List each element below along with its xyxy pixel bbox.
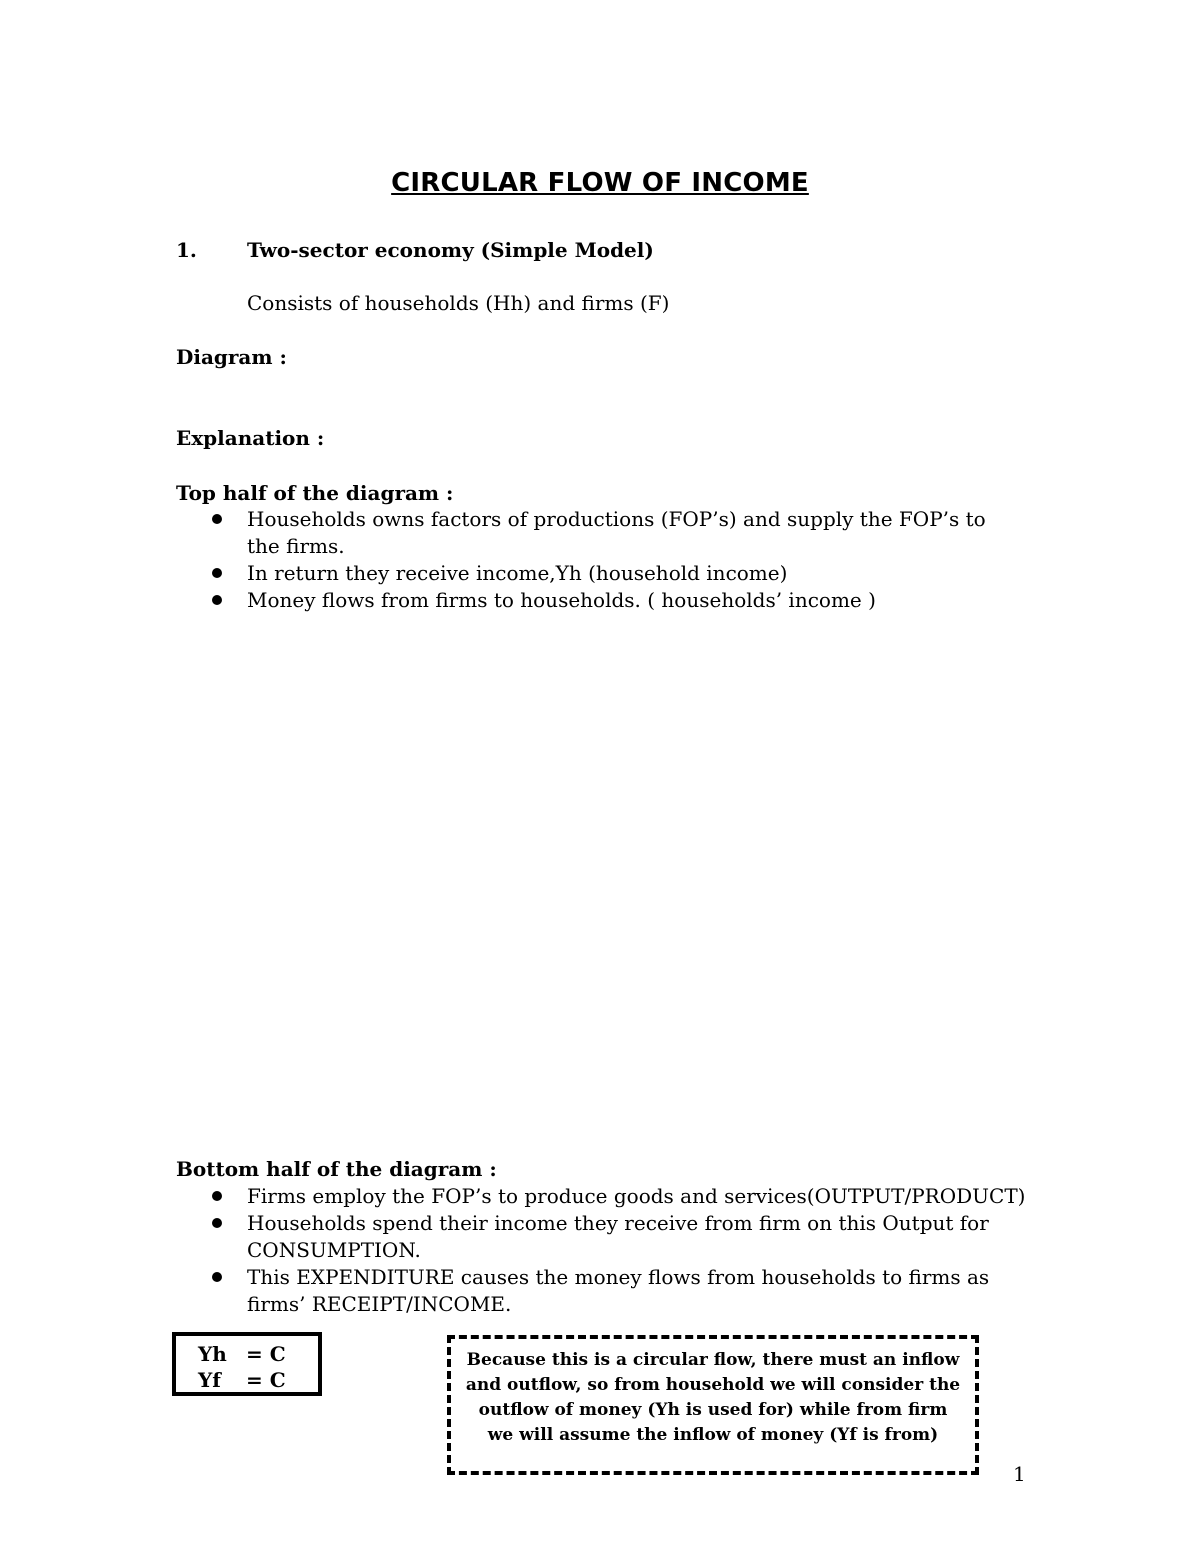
section-number: 1. <box>176 238 197 262</box>
note-box: Because this is a circular flow, there must an inflow and outflow, so from household we will consider the outflow of money (Yh is used for) while from firm we will assume the inflow of money (Yf is from) <box>447 1335 979 1475</box>
top-half-heading: Top half of the diagram : <box>176 481 454 505</box>
section-description: Consists of households (Hh) and firms (F) <box>247 291 670 315</box>
list-item: This EXPENDITURE causes the money flows from households to firms as firms’ RECEIPT/INCOME. <box>176 1264 1036 1318</box>
list-item: Firms employ the FOP’s to produce goods and services(OUTPUT/PRODUCT) <box>176 1183 1036 1210</box>
bullet-icon <box>212 1218 222 1228</box>
bullet-icon <box>212 595 222 605</box>
list-item: In return they receive income,Yh (household income) <box>176 560 1016 587</box>
bottom-half-heading: Bottom half of the diagram : <box>176 1157 497 1181</box>
bullet-icon <box>212 514 222 524</box>
bullet-icon <box>212 568 222 578</box>
list-item: Money flows from firms to households. ( households’ income ) <box>176 587 1016 614</box>
equation-row <box>198 1341 318 1367</box>
equation-rhs: = C <box>246 1368 286 1392</box>
bullet-icon <box>212 1191 222 1201</box>
list-item: Households spend their income they receive from firm on this Output for CONSUMPTION. <box>176 1210 1036 1264</box>
page-title: CIRCULAR FLOW OF INCOME <box>391 168 809 198</box>
equation-lhs: Yh <box>198 1342 227 1366</box>
page-number: 1 <box>1013 1462 1026 1486</box>
top-half-list <box>176 506 1016 614</box>
equation-lhs: Yf <box>198 1368 221 1392</box>
explanation-label: Explanation : <box>176 426 325 450</box>
equation-row <box>198 1367 318 1393</box>
section-heading: Two-sector economy (Simple Model) <box>247 238 654 262</box>
bottom-half-list <box>176 1183 1036 1318</box>
equation-rhs: = C <box>246 1342 286 1366</box>
list-item: Households owns factors of productions (FOP’s) and supply the FOP’s to the firms. <box>176 506 1016 560</box>
bullet-icon <box>212 1272 222 1282</box>
diagram-label: Diagram : <box>176 345 287 369</box>
equation-box <box>172 1332 322 1396</box>
